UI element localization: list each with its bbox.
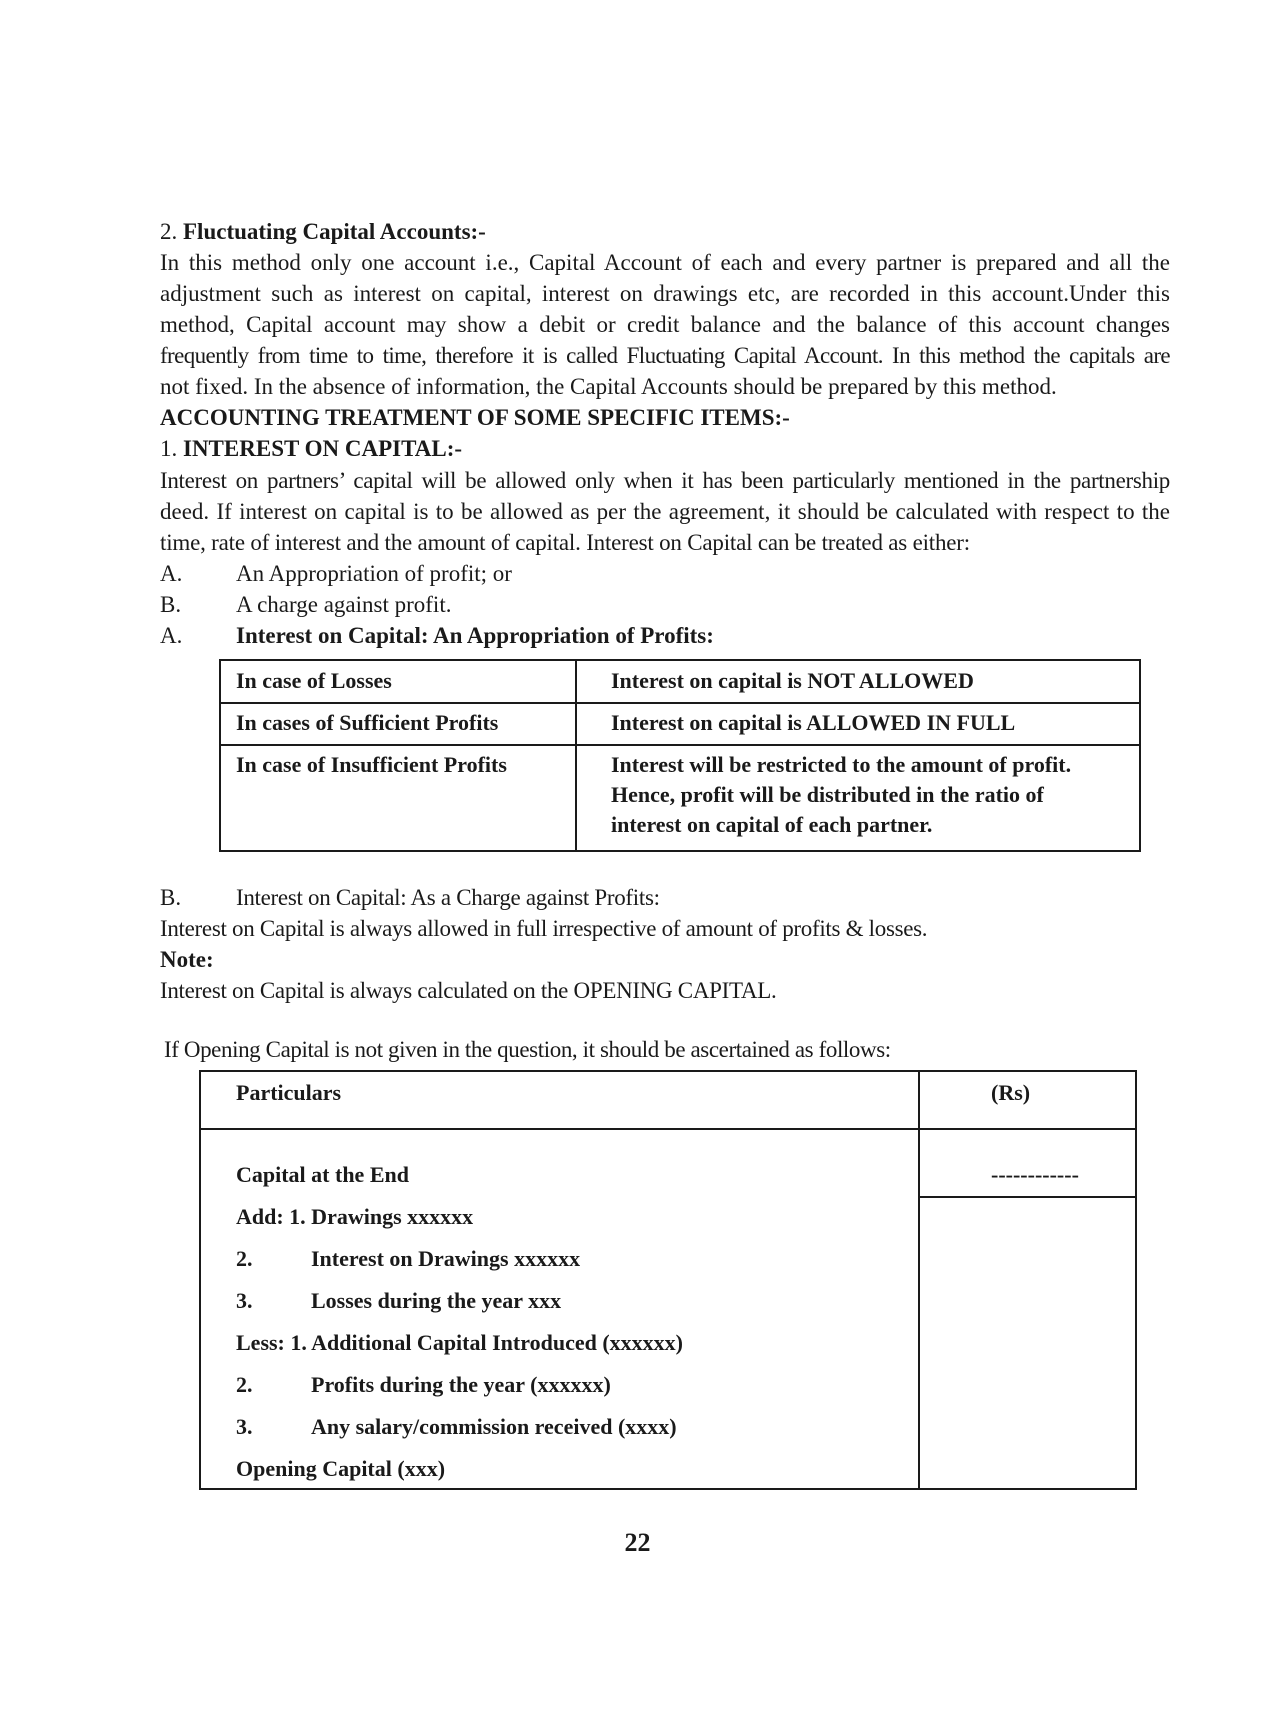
column-divider [575, 661, 577, 850]
row-less: Less: 1. Additional Capital Introduced (xxxxxx) [236, 1330, 683, 1355]
paragraph-line: deed. If interest on capital is to be allowed as per the agreement, it should be calculated with respect to the [160, 499, 1170, 524]
subsection-title: Interest on Capital: An Appropriation of Profits: [236, 623, 714, 648]
row-opening-capital: Opening Capital (xxx) [236, 1456, 446, 1481]
paragraph-line: method, Capital account may show a debit or credit balance and the balance of this account changes [160, 312, 1170, 337]
section-title: Fluctuating Capital Accounts:- [183, 219, 486, 244]
table-cell-treatment: Hence, profit will be distributed in the ratio of [611, 782, 1044, 807]
note-text: Interest on Capital is always calculated on the OPENING CAPITAL. [160, 978, 777, 1003]
subsection-title: Interest on Capital: As a Charge against Profits: [236, 885, 660, 910]
row-number: 2. [236, 1372, 253, 1397]
table-cell-treatment: Interest on capital is NOT ALLOWED [611, 668, 974, 693]
option-text: A charge against profit. [236, 592, 452, 617]
opening-intro: If Opening Capital is not given in the question, it should be ascertained as follows: [164, 1037, 891, 1062]
row-less-item: Any salary/commission received (xxxx) [311, 1414, 677, 1439]
subsection-letter: A. [160, 623, 183, 648]
section-number: 2. [160, 219, 178, 244]
header-particulars: Particulars [236, 1080, 342, 1105]
subsection-letter: B. [160, 885, 182, 910]
amount-divider [918, 1196, 1135, 1198]
row-less-item: Profits during the year (xxxxxx) [311, 1372, 611, 1397]
option-letter: A. [160, 561, 183, 586]
fluctuating-heading [160, 216, 1170, 247]
row-divider [221, 744, 1139, 746]
amount-dashes: ------------ [991, 1162, 1079, 1187]
paragraph-line: Interest on Capital is always allowed in full irrespective of amount of profits & losses. [160, 916, 928, 941]
row-add-item: Interest on Drawings xxxxxx [311, 1246, 581, 1271]
table-cell-case: In cases of Sufficient Profits [236, 710, 499, 735]
row-add-item: Losses during the year xxx [311, 1288, 562, 1313]
row-capital-end: Capital at the End [236, 1162, 409, 1187]
header-divider [201, 1128, 1135, 1130]
table-cell-case: In case of Insufficient Profits [236, 752, 507, 777]
table-cell-treatment: Interest on capital is ALLOWED IN FULL [611, 710, 1016, 735]
paragraph-line: In this method only one account i.e., Capital Account of each and every partner is prepared and all the [160, 250, 1170, 275]
page-number: 22 [624, 1528, 651, 1557]
note-label: Note: [160, 947, 214, 972]
row-divider [221, 702, 1139, 704]
section-number: 1. [160, 436, 178, 461]
table-cell-treatment: interest on capital of each partner. [611, 812, 933, 837]
table-cell-case: In case of Losses [236, 668, 392, 693]
paragraph-line: time, rate of interest and the amount of capital. Interest on Capital can be treated as either: [160, 530, 970, 555]
table-cell-treatment: Interest will be restricted to the amount of profit. [611, 752, 1072, 777]
appropriation-table [219, 659, 1141, 852]
row-number: 2. [236, 1246, 253, 1271]
interest-heading [160, 433, 1170, 464]
paragraph-line: not fixed. In the absence of information, the Capital Accounts should be prepared by this method. [160, 374, 1057, 399]
column-divider [918, 1072, 920, 1488]
row-number: 3. [236, 1414, 253, 1439]
paragraph-line: Interest on partners’ capital will be allowed only when it has been particularly mentioned in the partnership [160, 468, 1170, 493]
row-number: 3. [236, 1288, 253, 1313]
section-title: INTEREST ON CAPITAL:- [183, 436, 463, 461]
accounting-heading: ACCOUNTING TREATMENT OF SOME SPECIFIC ITEMS:- [160, 405, 790, 430]
row-add: Add: 1. Drawings xxxxxx [236, 1204, 474, 1229]
opening-capital-table [199, 1070, 1137, 1490]
paragraph-line: frequently from time to time, therefore it is called Fluctuating Capital Account. In this method the capitals are [160, 343, 1170, 368]
option-letter: B. [160, 592, 182, 617]
header-amount: (Rs) [991, 1080, 1031, 1105]
paragraph-line: adjustment such as interest on capital, interest on drawings etc, are recorded in this account.Under this [160, 281, 1170, 306]
option-text: An Appropriation of profit; or [236, 561, 512, 586]
